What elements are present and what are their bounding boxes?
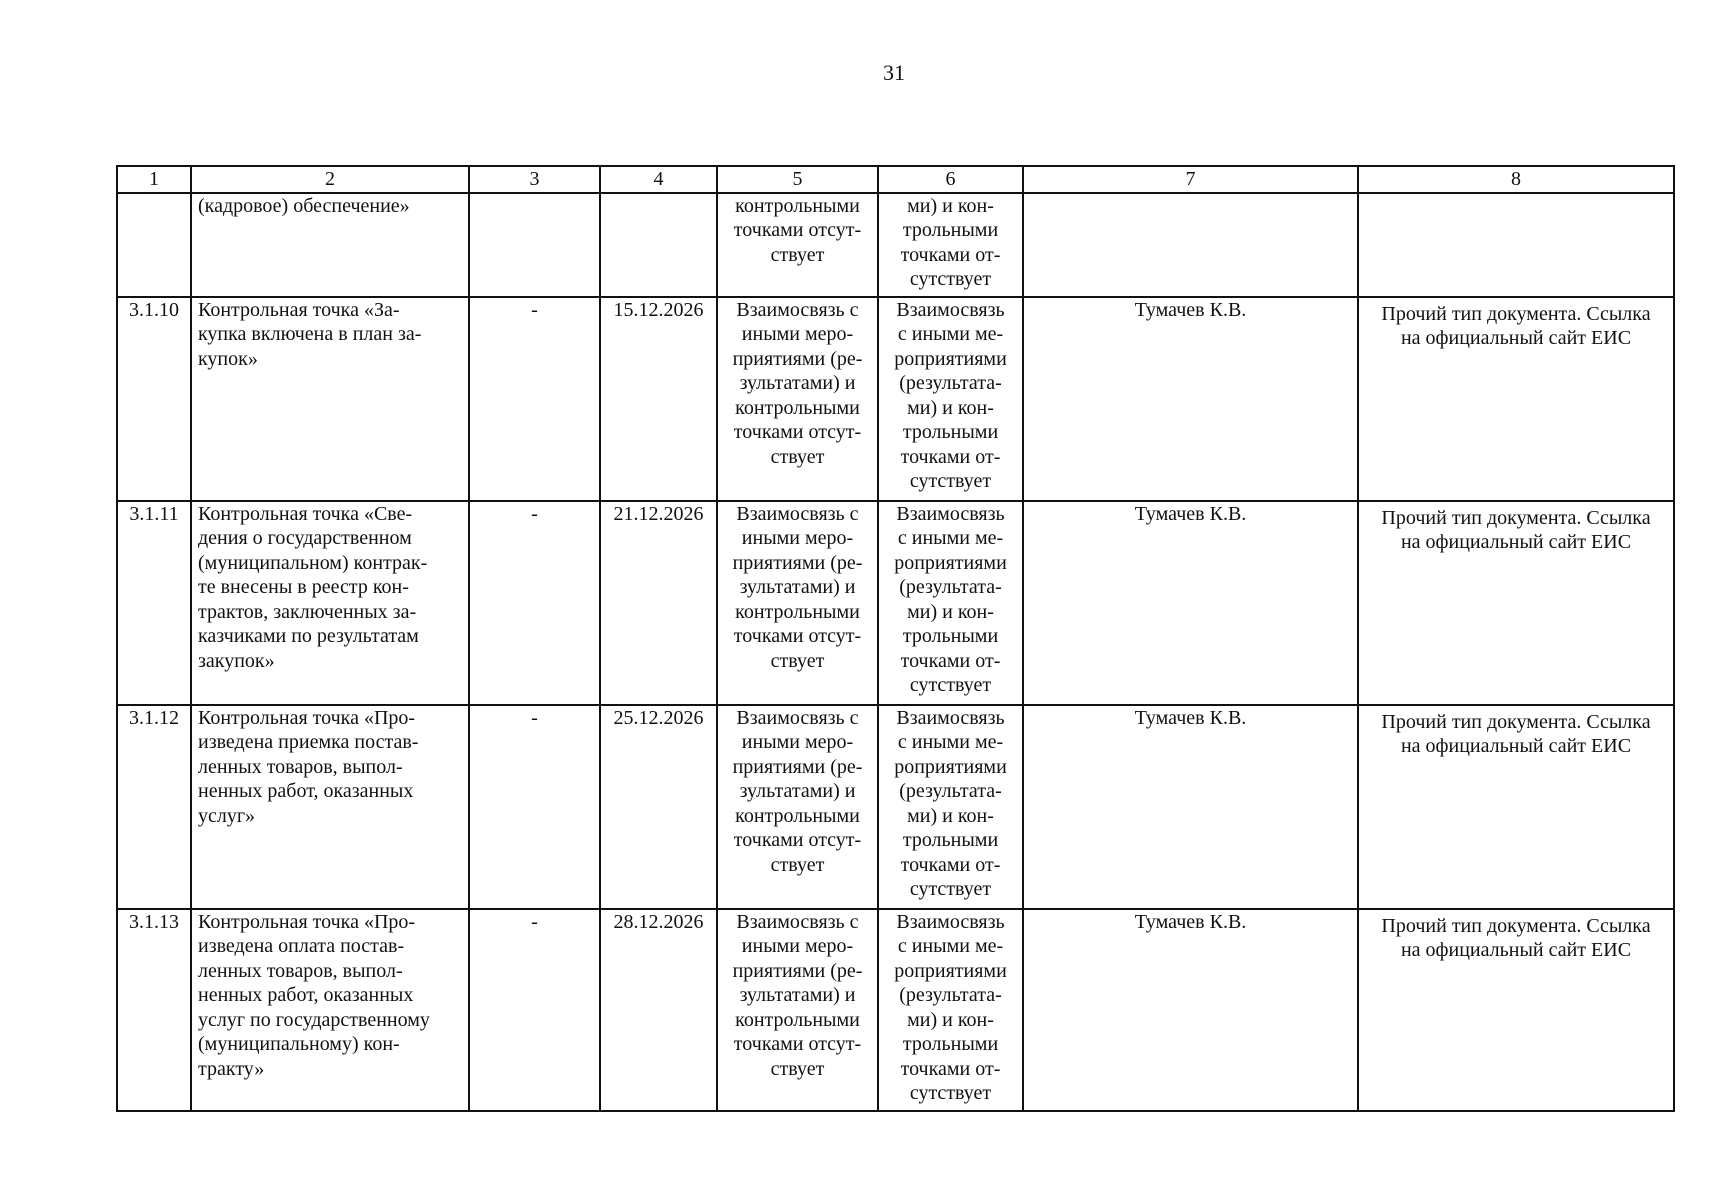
control-points-table [116, 165, 1675, 1112]
cell-type: - [469, 705, 600, 909]
cell-relation-activities: Взаимосвязь с иными меро- приятиями (ре- зультатами) и контрольными точками отсут- ствует [717, 705, 878, 909]
table-row [117, 909, 1674, 1111]
column-header: 4 [600, 166, 717, 193]
cell-date: 28.12.2026 [600, 909, 717, 1111]
cell-type [469, 193, 600, 297]
cell-name: Контрольная точка «Про- изведена приемка постав- ленных товаров, выпол- ненных работ, оказанных услуг» [191, 705, 469, 909]
cell-date: 15.12.2026 [600, 297, 717, 501]
cell-name: Контрольная точка «За- купка включена в план за- купок» [191, 297, 469, 501]
column-header: 3 [469, 166, 600, 193]
cell-date [600, 193, 717, 297]
cell-responsible: Тумачев К.В. [1023, 297, 1358, 501]
cell-document [1358, 193, 1674, 297]
cell-date: 25.12.2026 [600, 705, 717, 909]
cell-document: Прочий тип документа. Ссылка на официальный сайт ЕИС [1358, 705, 1674, 909]
cell-responsible: Тумачев К.В. [1023, 909, 1358, 1111]
cell-document: Прочий тип документа. Ссылка на официальный сайт ЕИС [1358, 909, 1674, 1111]
column-header: 2 [191, 166, 469, 193]
cell-number: 3.1.10 [117, 297, 191, 501]
cell-name: Контрольная точка «Про- изведена оплата постав- ленных товаров, выпол- ненных работ, оказанных услуг по государственному (муниципальному) кон- тракту» [191, 909, 469, 1111]
cell-date: 21.12.2026 [600, 501, 717, 705]
cell-relation-activities: Взаимосвязь с иными меро- приятиями (ре- зультатами) и контрольными точками отсут- ствует [717, 501, 878, 705]
cell-responsible [1023, 193, 1358, 297]
cell-type: - [469, 297, 600, 501]
cell-responsible: Тумачев К.В. [1023, 705, 1358, 909]
column-header: 7 [1023, 166, 1358, 193]
table-row [117, 501, 1674, 705]
cell-relation-results: Взаимосвязь с иными ме- роприятиями (результата- ми) и кон- трольными точками от- сутствует [878, 501, 1023, 705]
page-number: 31 [883, 60, 905, 85]
cell-document: Прочий тип документа. Ссылка на официальный сайт ЕИС [1358, 297, 1674, 501]
cell-type: - [469, 909, 600, 1111]
header-row [117, 166, 1674, 193]
cell-relation-results: Взаимосвязь с иными ме- роприятиями (результата- ми) и кон- трольными точками от- сутствует [878, 297, 1023, 501]
cell-name: (кадровое) обеспечение» [191, 193, 469, 297]
cell-name: Контрольная точка «Све- дения о государственном (муниципальном) контрак- те внесены в реестр кон- трактов, заключенных за- казчиками по результатам закупок» [191, 501, 469, 705]
column-header: 5 [717, 166, 878, 193]
column-header: 8 [1358, 166, 1674, 193]
column-header: 1 [117, 166, 191, 193]
table-row-continuation [117, 193, 1674, 297]
cell-number: 3.1.11 [117, 501, 191, 705]
cell-number: 3.1.13 [117, 909, 191, 1111]
table-row [117, 705, 1674, 909]
table-row [117, 297, 1674, 501]
cell-number: 3.1.12 [117, 705, 191, 909]
cell-relation-activities: Взаимосвязь с иными меро- приятиями (ре- зультатами) и контрольными точками отсут- ствует [717, 297, 878, 501]
cell-responsible: Тумачев К.В. [1023, 501, 1358, 705]
cell-relation-results: ми) и кон- трольными точками от- сутствует [878, 193, 1023, 297]
cell-relation-results: Взаимосвязь с иными ме- роприятиями (результата- ми) и кон- трольными точками от- сутствует [878, 705, 1023, 909]
cell-type: - [469, 501, 600, 705]
cell-relation-activities: контрольными точками отсут- ствует [717, 193, 878, 297]
cell-relation-results: Взаимосвязь с иными ме- роприятиями (результата- ми) и кон- трольными точками от- сутствует [878, 909, 1023, 1111]
cell-number [117, 193, 191, 297]
column-header: 6 [878, 166, 1023, 193]
cell-document: Прочий тип документа. Ссылка на официальный сайт ЕИС [1358, 501, 1674, 705]
cell-relation-activities: Взаимосвязь с иными меро- приятиями (ре- зультатами) и контрольными точками отсут- ствует [717, 909, 878, 1111]
